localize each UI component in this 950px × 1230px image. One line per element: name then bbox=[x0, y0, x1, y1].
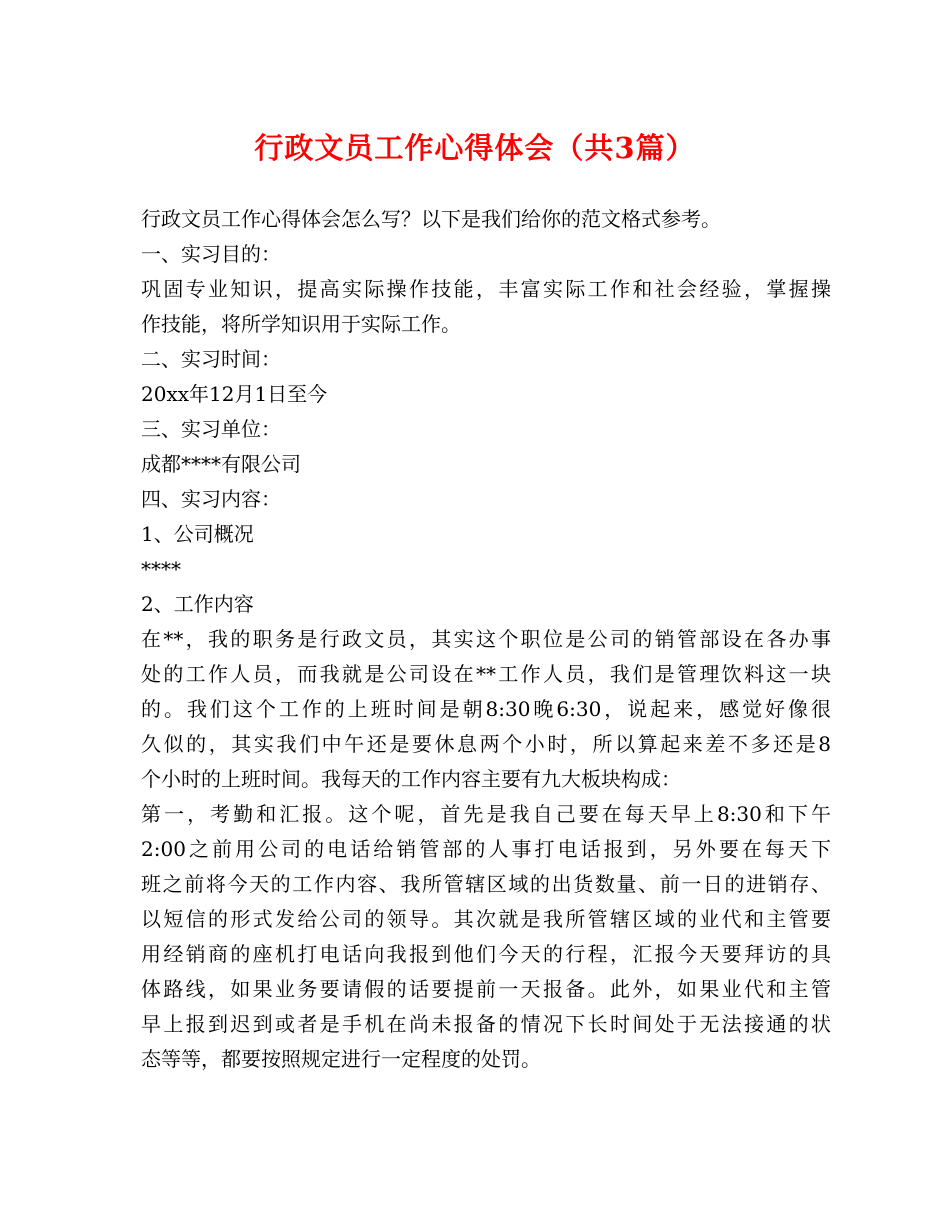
section-heading-content: 四、实习内容： bbox=[141, 487, 281, 511]
paragraph-line: 个小时的上班时间。我每天的工作内容主要有九大板块构成： bbox=[141, 767, 681, 791]
paragraph-line: 20xx年12月1日至今 bbox=[141, 382, 328, 406]
intro-line: 行政文员工作心得体会怎么写？以下是我们给你的范文格式参考。 bbox=[141, 207, 721, 231]
subsection-heading-work: 2、工作内容 bbox=[141, 592, 254, 616]
paragraph-line: 处的工作人员，而我就是公司设在**工作人员，我们是管理饮料这一块 bbox=[141, 662, 831, 686]
paragraph-line: 2:00之前用公司的电话给销管部的人事打电话报到，另外要在每天下 bbox=[141, 837, 831, 861]
paragraph-line: 态等等，都要按照规定进行一定程度的处罚。 bbox=[141, 1047, 541, 1071]
section-heading-unit: 三、实习单位： bbox=[141, 417, 281, 441]
paragraph-line: 作技能，将所学知识用于实际工作。 bbox=[141, 312, 461, 336]
subsection-heading-overview: 1、公司概况 bbox=[141, 522, 254, 546]
paragraph-line: 班之前将今天的工作内容、我所管辖区域的出货数量、前一日的进销存、 bbox=[141, 872, 831, 896]
paragraph-line: 在**，我的职务是行政文员，其实这个职位是公司的销管部设在各办事 bbox=[141, 627, 831, 651]
paragraph-line: 第一，考勤和汇报。这个呢，首先是我自己要在每天早上8:30和下午 bbox=[141, 802, 831, 826]
paragraph-line: 成都****有限公司 bbox=[141, 452, 301, 476]
paragraph-line: 体路线，如果业务要请假的话要提前一天报备。此外，如果业代和主管 bbox=[141, 977, 831, 1001]
section-heading-purpose: 一、实习目的： bbox=[141, 242, 281, 266]
document-body bbox=[141, 202, 831, 1077]
paragraph-line: 用经销商的座机打电话向我报到他们今天的行程，汇报今天要拜访的具 bbox=[141, 942, 831, 966]
paragraph-line: 巩固专业知识，提高实际操作技能，丰富实际工作和社会经验，掌握操 bbox=[141, 277, 831, 301]
paragraph-line: **** bbox=[141, 557, 181, 581]
document-title: 行政文员工作心得体会（共3篇） bbox=[254, 131, 696, 165]
paragraph-line: 早上报到迟到或者是手机在尚未报备的情况下长时间处于无法接通的状 bbox=[141, 1012, 831, 1036]
paragraph-line: 的。我们这个工作的上班时间是朝8:30晚6:30，说起来，感觉好像很 bbox=[141, 697, 831, 721]
paragraph-line: 久似的，其实我们中午还是要休息两个小时，所以算起来差不多还是8 bbox=[141, 732, 831, 756]
paragraph-line: 以短信的形式发给公司的领导。其次就是我所管辖区域的业代和主管要 bbox=[141, 907, 831, 931]
section-heading-time: 二、实习时间： bbox=[141, 347, 281, 371]
